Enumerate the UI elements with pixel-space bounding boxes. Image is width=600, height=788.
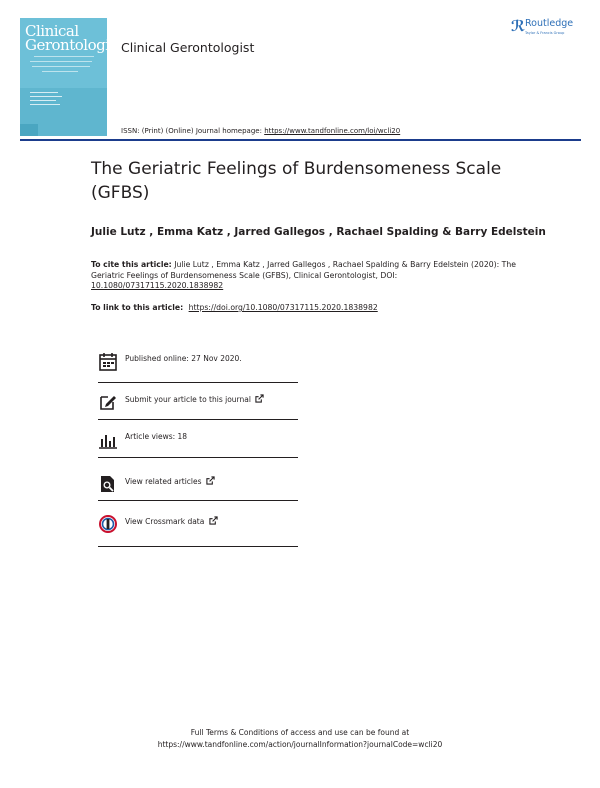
crossmark-icon bbox=[98, 514, 118, 534]
divider bbox=[98, 546, 298, 547]
routledge-logo: ℛ Routledge Taylor & Francis Group bbox=[511, 17, 574, 35]
external-link-icon bbox=[206, 476, 215, 485]
document-search-icon bbox=[98, 474, 118, 494]
citation-doi-link[interactable]: 10.1080/07317115.2020.1838982 bbox=[91, 281, 224, 290]
journal-homepage-link[interactable]: https://www.tandfonline.com/loi/wcli20 bbox=[264, 127, 401, 135]
crossmark-label: View Crossmark data bbox=[125, 516, 218, 526]
footer-terms-text: Full Terms & Conditions of access and use can be found at bbox=[190, 728, 410, 737]
divider bbox=[98, 382, 298, 383]
article-link-line bbox=[91, 303, 378, 312]
external-link-icon bbox=[255, 394, 264, 403]
journal-name: Clinical Gerontologist bbox=[121, 40, 255, 55]
divider bbox=[98, 500, 298, 501]
header-rule bbox=[20, 139, 581, 141]
article-views-text: Article views: 18 bbox=[125, 432, 188, 441]
divider bbox=[98, 457, 298, 458]
edit-icon bbox=[98, 392, 118, 412]
bar-chart-icon bbox=[98, 430, 118, 450]
article-doi-link[interactable]: https://doi.org/10.1080/07317115.2020.1838982 bbox=[188, 303, 378, 312]
published-online-text: Published online: 27 Nov 2020. bbox=[125, 354, 242, 363]
cover-title: Clinical Gerontologist bbox=[25, 22, 123, 54]
external-link-icon bbox=[209, 516, 218, 525]
calendar-icon bbox=[98, 352, 118, 372]
issn-line bbox=[121, 127, 400, 135]
article-authors: Julie Lutz , Emma Katz , Jarred Gallegos , Rachael Spalding & Barry Edelstein bbox=[91, 226, 546, 238]
submit-article-label: Submit your article to this journal bbox=[125, 394, 264, 404]
footer-terms-link[interactable]: https://www.tandfonline.com/action/journalInformation?journalCode=wcli20 bbox=[157, 740, 443, 749]
citation-label: To cite this article: bbox=[91, 260, 172, 269]
citation-text: Julie Lutz , Emma Katz , Jarred Gallegos , Rachael Spalding & Barry Edelstein (2020): The Geriatric Feelings of Burdensomeness Scale (GFBS), Clinical Gerontologist, DOI: bbox=[91, 260, 516, 280]
submit-article-link[interactable] bbox=[98, 392, 298, 428]
crossmark-link[interactable] bbox=[98, 514, 298, 550]
related-articles-link[interactable] bbox=[98, 474, 298, 510]
article-views-item bbox=[98, 430, 298, 466]
article-title: The Geriatric Feelings of Burdensomeness Scale (GFBS) bbox=[91, 159, 502, 203]
routledge-r-icon: ℛ bbox=[511, 17, 526, 35]
divider bbox=[98, 419, 298, 420]
citation-block bbox=[91, 260, 516, 292]
journal-cover-image bbox=[20, 18, 123, 136]
related-articles-label: View related articles bbox=[125, 476, 215, 486]
footer bbox=[0, 727, 600, 751]
issn-label: ISSN: (Print) (Online) Journal homepage: bbox=[121, 127, 262, 135]
link-label: To link to this article: bbox=[91, 303, 184, 312]
